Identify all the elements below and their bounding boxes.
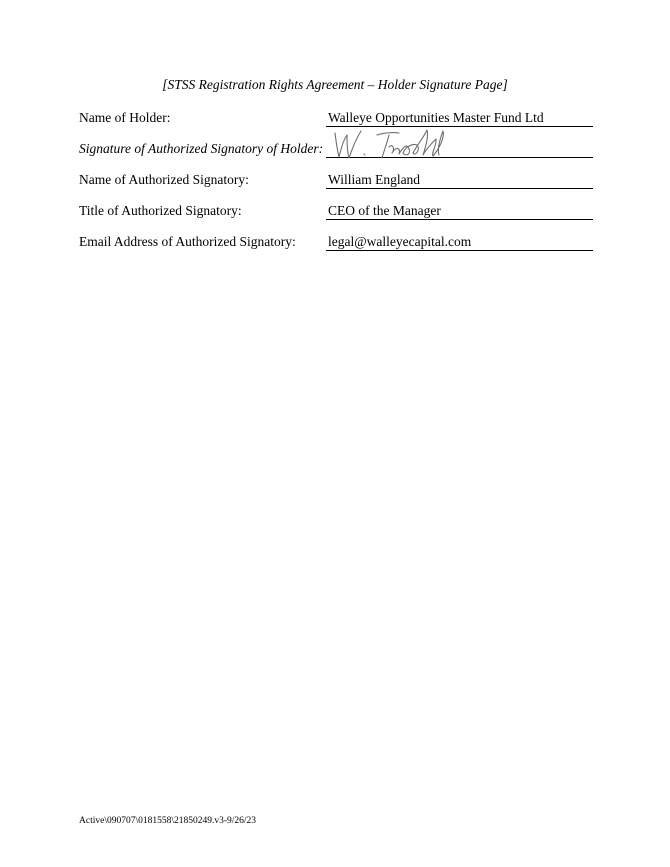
signature-label: Signature of Authorized Signatory of Holder: — [79, 141, 324, 156]
holder-name-value: Walleye Opportunities Master Fund Ltd — [326, 110, 593, 127]
signatory-email-row — [79, 234, 591, 254]
signatory-name-value: William England — [326, 172, 593, 189]
signatory-title-row — [79, 203, 591, 223]
signatory-email-value: legal@walleyecapital.com — [326, 234, 593, 251]
document-footer: Active\090707\0181558\21850249.v3-9/26/23 — [79, 816, 257, 826]
page-title: [STSS Registration Rights Agreement – Holder Signature Page] — [162, 77, 508, 92]
signatory-email-label: Email Address of Authorized Signatory: — [79, 234, 296, 249]
signature-row — [79, 141, 591, 161]
signatory-name-label: Name of Authorized Signatory: — [79, 172, 249, 187]
handwritten-signature — [327, 127, 467, 161]
holder-name-label: Name of Holder: — [79, 110, 171, 125]
signature-line — [326, 141, 593, 158]
signatory-title-value: CEO of the Manager — [326, 203, 593, 220]
signatory-name-row — [79, 172, 591, 192]
signatory-title-label: Title of Authorized Signatory: — [79, 203, 242, 218]
